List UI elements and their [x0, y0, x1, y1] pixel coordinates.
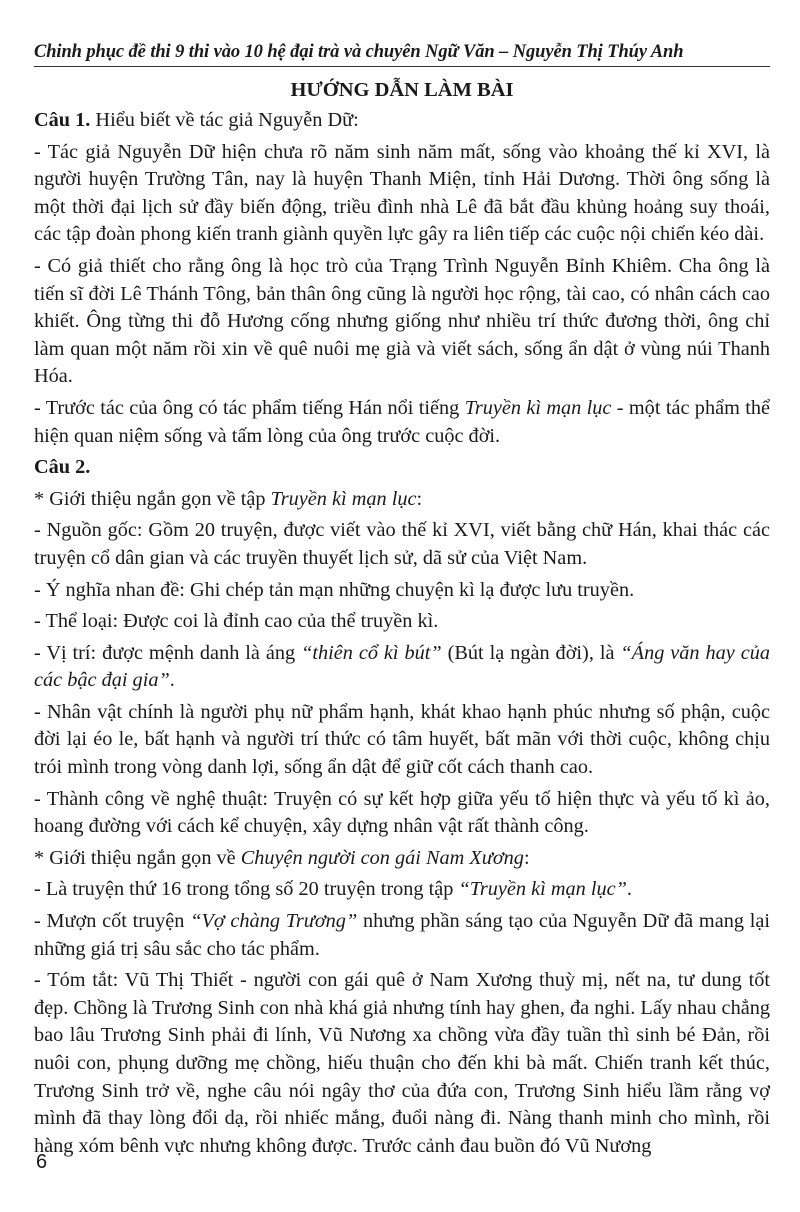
question-1-paragraph-3	[34, 395, 770, 450]
question-1-intro: Hiểu biết về tác giả Nguyễn Dữ:	[90, 109, 359, 131]
text-run: .	[626, 878, 632, 901]
text-run: * Giới thiệu ngắn gọn về	[34, 846, 241, 869]
text-run: :	[523, 846, 530, 869]
running-header-title: Chinh phục đề thi 9 thi vào 10 hệ đại trà và chuyên Ngữ Văn – Nguyễn Thị Thúy Anh	[34, 42, 684, 62]
question-2-paragraph-6: - Thành công về nghệ thuật: Truyện có sự kết hợp giữa yếu tố hiện thực và yếu tố kì ảo, hoang đường với cách kể chuyện, xây dựng nhân vật rất thành công.	[34, 787, 770, 838]
question-2-paragraph-7	[34, 876, 770, 904]
question-2-paragraph-2: - Ý nghĩa nhan đề: Ghi chép tản mạn những chuyện kì lạ được lưu truyền.	[34, 578, 635, 601]
question-1-paragraph-2: - Có giả thiết cho rằng ông là học trò của Trạng Trình Nguyễn Bỉnh Khiêm. Cha ông là tiến sĩ đời Lê Thánh Tông, bản thân ông cũng là người học rộng, tài cao, có nhân cách cao khiết. Ông từng thi đỗ Hương cống nhưng giống như nhiều trí thức đương thời, ông chỉ làm quan một năm rồi xin về quê nuôi mẹ già và viết sách, sống ẩn dật ở vùng núi Thanh Hóa.	[34, 254, 770, 388]
italic-work-title: Truyền kì mạn lục	[270, 487, 417, 510]
question-1-heading	[34, 107, 770, 135]
text-run: - Là truyện thứ 16 trong tổng số 20 truyện trong tập	[34, 878, 459, 901]
question-2-paragraph-5: - Nhân vật chính là người phụ nữ phẩm hạnh, khát khao hạnh phúc nhưng số phận, cuộc đời lại éo le, bất hạnh và người trí thức có tâm huyết, bất mãn với thời cuộc, không chịu trói mình trong vòng danh lợi, sống ẩn dật để giữ cốt cách thanh cao.	[34, 700, 770, 779]
page-title: HƯỚNG DẪN LÀM BÀI	[290, 79, 514, 101]
question-2-section-2-heading	[34, 845, 770, 873]
text-run: :	[416, 487, 423, 510]
text-run: * Giới thiệu ngắn gọn về tập	[34, 487, 271, 510]
running-header	[34, 42, 770, 67]
question-2-paragraph-9: - Tóm tắt: Vũ Thị Thiết - người con gái quê ở Nam Xương thuỳ mị, nết na, tư dung tốt đẹp. Chồng là Trương Sinh con nhà khá giả nhưng tính hay ghen, đa nghi. Lấy nhau chẳng bao lâu Trương Sinh phải đi lính, Vũ Nương xa chồng vừa đầy tuần thì sinh bé Đản, rồi nuôi con, phụng dưỡng mẹ chồng, hiếu thuận cho đến khi bà mất. Chiến tranh kết thúc, Trương Sinh trở về, nghe câu nói ngây thơ của đứa con, Trương Sinh hiểu lầm rằng vợ mình đã thay lòng đổi dạ, rồi nhiếc mắng, đuổi nàng đi. Nàng thanh minh cho mình, rồi hàng xóm bênh vực nhưng không được. Trước cảnh đau buồn đó Vũ Nương	[34, 969, 770, 1157]
italic-quote: “thiên cổ kì bút”	[301, 641, 442, 664]
text-run: - Vị trí: được mệnh danh là áng	[34, 641, 302, 664]
question-2-paragraph-3: - Thể loại: Được coi là đỉnh cao của thể truyền kì.	[34, 610, 439, 633]
question-2-paragraph-8	[34, 908, 770, 963]
question-2-label: Câu 2.	[34, 456, 91, 479]
text-run: .	[169, 669, 175, 692]
text-run: - Trước tác của ông có tác phẩm tiếng Hán nổi tiếng	[34, 396, 465, 419]
text-run: nhưng phần sáng tạo của Nguyễn Dữ đã mang lại những giá trị sâu sắc cho tác phẩm.	[34, 910, 770, 960]
text-run: - một tác phẩm thể hiện quan niệm sống và tấm lòng của ông trước cuộc đời.	[34, 396, 771, 447]
text-run: - Mượn cốt truyện	[34, 910, 191, 933]
page-number: 6	[36, 1151, 48, 1173]
page-content	[34, 76, 770, 1164]
question-2-section-1-heading	[34, 486, 770, 514]
italic-quote: “Áng văn hay của các bậc đại gia”	[34, 641, 771, 692]
italic-work-title: Truyền kì mạn lục	[464, 396, 612, 419]
question-2-paragraph-1: - Nguồn gốc: Gồm 20 truyện, được viết vào thế kỉ XVI, viết bằng chữ Hán, khai thác các truyện cổ dân gian và các truyền thuyết lịch sử, dã sử của Việt Nam.	[34, 519, 770, 569]
question-2-paragraph-4	[34, 640, 770, 695]
italic-work-title: “Truyền kì mạn lục”	[458, 878, 627, 901]
question-1-label: Câu 1.	[34, 109, 91, 131]
question-1-paragraph-1: - Tác giả Nguyễn Dữ hiện chưa rõ năm sinh năm mất, sống vào khoảng thế kỉ XVI, là người huyện Trường Tân, nay là huyện Thanh Miện, tỉnh Hải Dương. Thời ông sống là một thời đại lịch sử đầy biến động, triều đình nhà Lê đã bắt đầu khủng hoảng suy thoái, các tập đoàn phong kiến tranh giành quyền lực gây ra liên tiếp các cuộc nội chiến kéo dài.	[34, 140, 770, 246]
italic-work-title: “Vợ chàng Trương”	[190, 910, 358, 933]
text-run: (Bút lạ ngàn đời), là	[441, 641, 621, 664]
italic-work-title: Chuyện người con gái Nam Xương	[240, 846, 524, 869]
